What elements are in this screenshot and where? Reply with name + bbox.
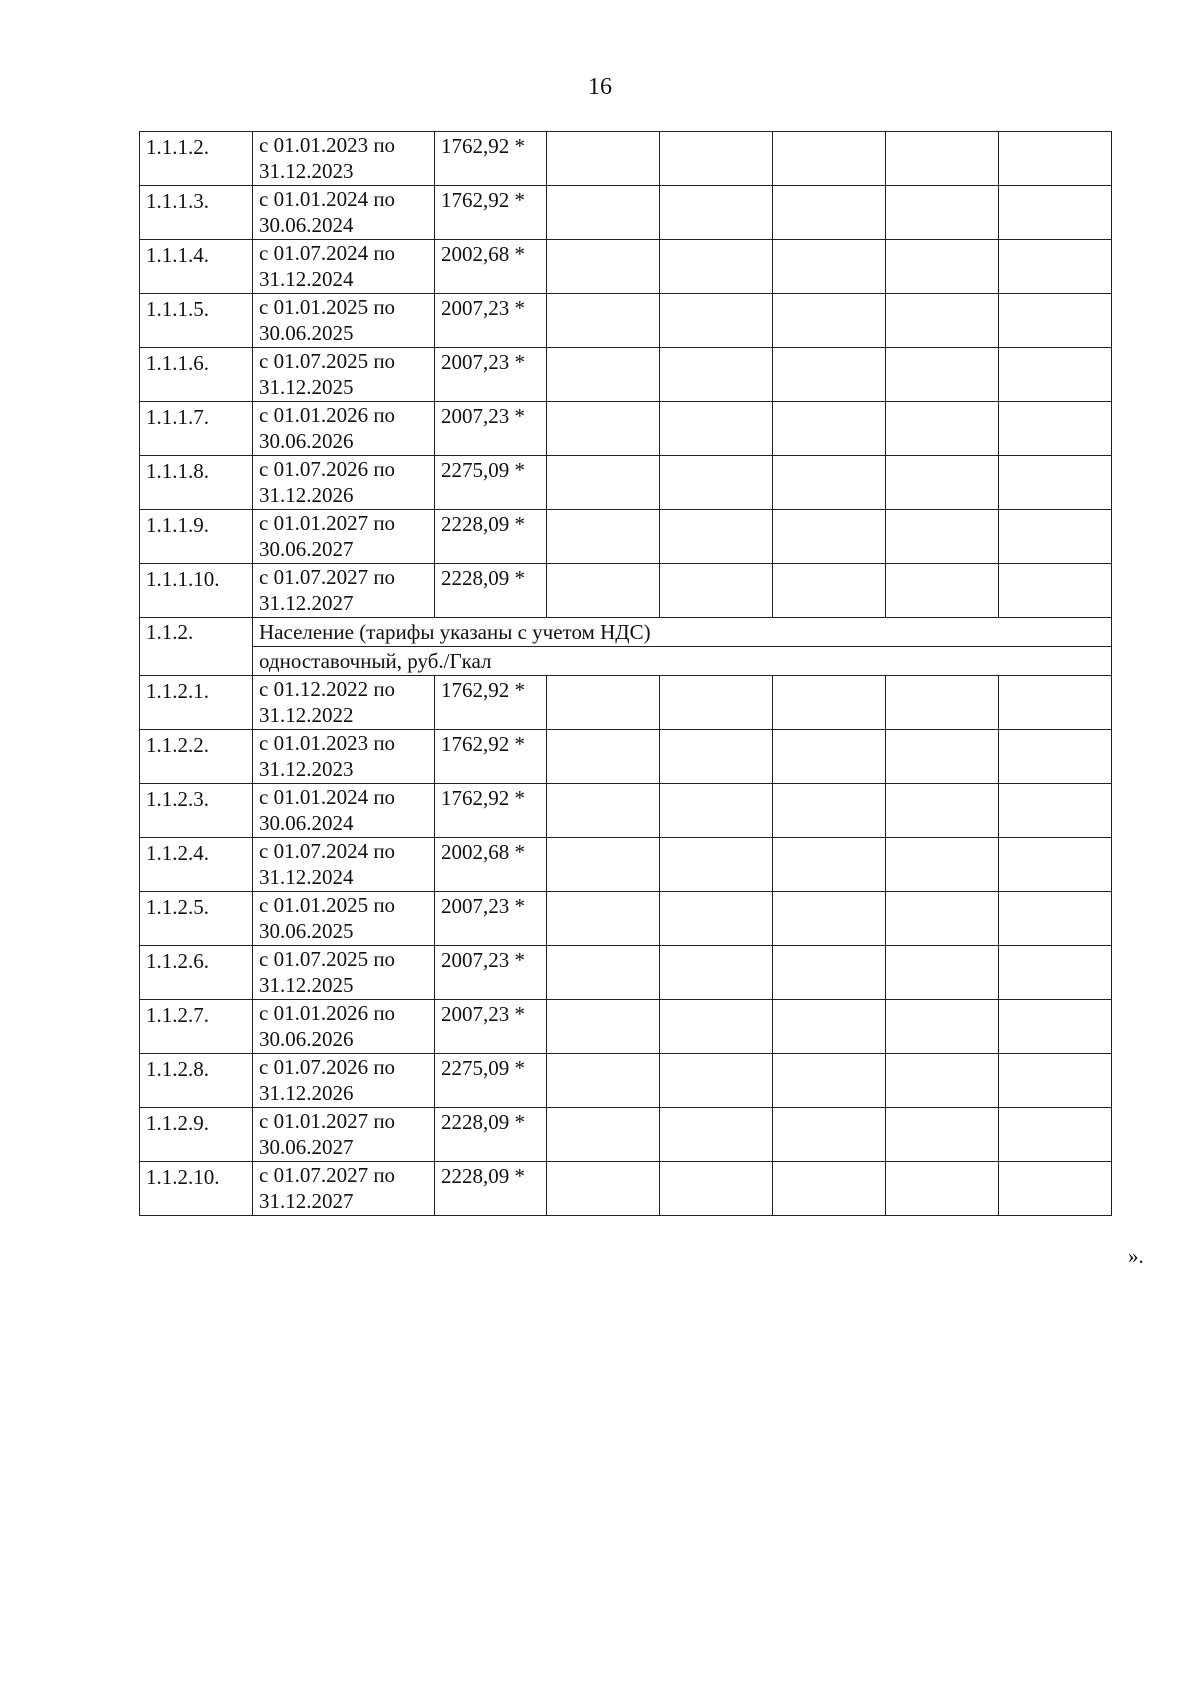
tariff-value: 2228,09 * (435, 510, 547, 564)
period-cell (253, 510, 435, 564)
empty-cell (773, 402, 886, 456)
empty-cell (999, 402, 1112, 456)
tariff-value: 2007,23 * (435, 402, 547, 456)
table-row (140, 402, 1112, 456)
section-subtitle-row (140, 647, 1112, 676)
empty-cell (547, 564, 660, 618)
period-from: с 01.01.2026 по (259, 1001, 396, 1025)
empty-cell (886, 564, 999, 618)
empty-cell (999, 1162, 1112, 1216)
empty-cell (773, 240, 886, 294)
empty-cell (886, 1000, 999, 1054)
empty-cell (999, 294, 1112, 348)
period-cell (253, 892, 435, 946)
empty-cell (999, 730, 1112, 784)
row-number: 1.1.2.4. (140, 838, 253, 892)
row-number: 1.1.1.10. (140, 564, 253, 618)
period-cell (253, 564, 435, 618)
empty-cell (773, 838, 886, 892)
tariff-value: 2007,23 * (435, 1000, 547, 1054)
row-number: 1.1.1.3. (140, 186, 253, 240)
period-from: с 01.07.2027 по (259, 565, 396, 589)
row-number: 1.1.2.8. (140, 1054, 253, 1108)
empty-cell (886, 1054, 999, 1108)
period-from: с 01.07.2026 по (259, 457, 396, 481)
empty-cell (886, 784, 999, 838)
empty-cell (773, 564, 886, 618)
period-cell (253, 456, 435, 510)
section-number: 1.1.2. (140, 618, 253, 676)
empty-cell (660, 240, 773, 294)
period-to: 30.06.2025 (259, 919, 354, 943)
empty-cell (999, 1000, 1112, 1054)
empty-cell (886, 186, 999, 240)
period-from: с 01.01.2023 по (259, 731, 396, 755)
empty-cell (660, 838, 773, 892)
empty-cell (660, 676, 773, 730)
empty-cell (547, 1108, 660, 1162)
empty-cell (773, 1108, 886, 1162)
empty-cell (660, 730, 773, 784)
tariff-value: 2275,09 * (435, 456, 547, 510)
period-cell (253, 676, 435, 730)
row-number: 1.1.1.9. (140, 510, 253, 564)
period-from: с 01.01.2024 по (259, 785, 396, 809)
table-row (140, 564, 1112, 618)
table-section (140, 618, 1112, 676)
tariff-value: 2228,09 * (435, 1162, 547, 1216)
empty-cell (547, 946, 660, 1000)
period-to: 30.06.2027 (259, 537, 354, 561)
period-cell (253, 1162, 435, 1216)
empty-cell (773, 892, 886, 946)
empty-cell (660, 402, 773, 456)
period-to: 30.06.2027 (259, 1135, 354, 1159)
table-row (140, 132, 1112, 186)
period-cell (253, 784, 435, 838)
tariff-value: 2002,68 * (435, 240, 547, 294)
table-row (140, 294, 1112, 348)
period-from: с 01.01.2025 по (259, 893, 396, 917)
empty-cell (660, 132, 773, 186)
empty-cell (886, 730, 999, 784)
tariff-value: 1762,92 * (435, 730, 547, 784)
empty-cell (660, 186, 773, 240)
period-to: 31.12.2023 (259, 757, 354, 781)
empty-cell (773, 186, 886, 240)
table-row (140, 946, 1112, 1000)
tariff-value: 1762,92 * (435, 784, 547, 838)
table-row (140, 456, 1112, 510)
row-number: 1.1.2.1. (140, 676, 253, 730)
table-row (140, 1108, 1112, 1162)
period-cell (253, 730, 435, 784)
period-cell (253, 186, 435, 240)
period-to: 31.12.2022 (259, 703, 354, 727)
empty-cell (660, 784, 773, 838)
period-from: с 01.01.2027 по (259, 1109, 396, 1133)
tariff-value: 2275,09 * (435, 1054, 547, 1108)
empty-cell (660, 946, 773, 1000)
empty-cell (999, 510, 1112, 564)
empty-cell (547, 838, 660, 892)
period-to: 31.12.2026 (259, 483, 354, 507)
empty-cell (886, 456, 999, 510)
empty-cell (773, 1162, 886, 1216)
empty-cell (547, 240, 660, 294)
period-from: с 01.07.2024 по (259, 839, 396, 863)
period-from: с 01.07.2026 по (259, 1055, 396, 1079)
tariff-table (139, 131, 1112, 1216)
row-number: 1.1.1.5. (140, 294, 253, 348)
empty-cell (773, 946, 886, 1000)
empty-cell (547, 348, 660, 402)
empty-cell (547, 892, 660, 946)
empty-cell (547, 1162, 660, 1216)
empty-cell (999, 564, 1112, 618)
empty-cell (886, 892, 999, 946)
tariff-value: 2007,23 * (435, 294, 547, 348)
period-from: с 01.07.2024 по (259, 241, 396, 265)
tariff-value: 1762,92 * (435, 186, 547, 240)
empty-cell (886, 240, 999, 294)
empty-cell (886, 132, 999, 186)
table-row (140, 1000, 1112, 1054)
empty-cell (999, 240, 1112, 294)
empty-cell (547, 676, 660, 730)
period-to: 31.12.2026 (259, 1081, 354, 1105)
empty-cell (660, 1000, 773, 1054)
section-subtitle: одноставочный, руб./Гкал (253, 647, 1112, 676)
table-row (140, 892, 1112, 946)
period-to: 31.12.2023 (259, 159, 354, 183)
period-from: с 01.07.2025 по (259, 947, 396, 971)
row-number: 1.1.1.4. (140, 240, 253, 294)
table-row (140, 1054, 1112, 1108)
empty-cell (999, 1054, 1112, 1108)
empty-cell (886, 348, 999, 402)
empty-cell (773, 730, 886, 784)
tariff-value: 2228,09 * (435, 1108, 547, 1162)
tariff-value: 1762,92 * (435, 676, 547, 730)
period-from: с 01.01.2027 по (259, 511, 396, 535)
empty-cell (773, 294, 886, 348)
empty-cell (660, 456, 773, 510)
empty-cell (547, 784, 660, 838)
empty-cell (999, 456, 1112, 510)
empty-cell (886, 1162, 999, 1216)
row-number: 1.1.1.7. (140, 402, 253, 456)
page-number: 16 (588, 74, 612, 100)
row-number: 1.1.2.10. (140, 1162, 253, 1216)
period-cell (253, 294, 435, 348)
period-from: с 01.07.2025 по (259, 349, 396, 373)
empty-cell (773, 456, 886, 510)
period-cell (253, 946, 435, 1000)
period-to: 30.06.2024 (259, 811, 354, 835)
empty-cell (999, 838, 1112, 892)
period-from: с 01.01.2024 по (259, 187, 396, 211)
empty-cell (773, 1000, 886, 1054)
period-from: с 01.12.2022 по (259, 677, 396, 701)
period-to: 30.06.2024 (259, 213, 354, 237)
closing-quote-mark: ». (1128, 1244, 1144, 1268)
table-row (140, 784, 1112, 838)
empty-cell (886, 946, 999, 1000)
table-row (140, 1162, 1112, 1216)
period-cell (253, 240, 435, 294)
period-to: 30.06.2026 (259, 429, 354, 453)
table-group-1 (140, 132, 1112, 618)
empty-cell (886, 676, 999, 730)
row-number: 1.1.2.3. (140, 784, 253, 838)
tariff-value: 2228,09 * (435, 564, 547, 618)
period-from: с 01.01.2026 по (259, 403, 396, 427)
row-number: 1.1.1.6. (140, 348, 253, 402)
table-row (140, 510, 1112, 564)
row-number: 1.1.2.6. (140, 946, 253, 1000)
tariff-value: 2007,23 * (435, 892, 547, 946)
period-to: 31.12.2024 (259, 267, 354, 291)
empty-cell (999, 186, 1112, 240)
empty-cell (773, 510, 886, 564)
row-number: 1.1.2.7. (140, 1000, 253, 1054)
period-to: 31.12.2027 (259, 1189, 354, 1213)
empty-cell (547, 456, 660, 510)
period-cell (253, 348, 435, 402)
empty-cell (547, 402, 660, 456)
empty-cell (660, 1108, 773, 1162)
empty-cell (886, 838, 999, 892)
row-number: 1.1.1.8. (140, 456, 253, 510)
table-row (140, 186, 1112, 240)
period-to: 31.12.2024 (259, 865, 354, 889)
row-number: 1.1.2.9. (140, 1108, 253, 1162)
empty-cell (547, 132, 660, 186)
period-from: с 01.01.2023 по (259, 133, 396, 157)
row-number: 1.1.2.2. (140, 730, 253, 784)
period-to: 31.12.2025 (259, 375, 354, 399)
empty-cell (773, 676, 886, 730)
empty-cell (547, 510, 660, 564)
table-group-2 (140, 676, 1112, 1216)
empty-cell (547, 294, 660, 348)
empty-cell (547, 730, 660, 784)
table-row (140, 838, 1112, 892)
period-to: 30.06.2026 (259, 1027, 354, 1051)
period-cell (253, 402, 435, 456)
empty-cell (886, 294, 999, 348)
empty-cell (660, 348, 773, 402)
period-from: с 01.01.2025 по (259, 295, 396, 319)
empty-cell (660, 892, 773, 946)
table-row (140, 730, 1112, 784)
period-to: 30.06.2025 (259, 321, 354, 345)
empty-cell (660, 1162, 773, 1216)
tariff-value: 2002,68 * (435, 838, 547, 892)
empty-cell (999, 1108, 1112, 1162)
empty-cell (999, 784, 1112, 838)
table-row (140, 240, 1112, 294)
empty-cell (773, 132, 886, 186)
period-from: с 01.07.2027 по (259, 1163, 396, 1187)
table-row (140, 348, 1112, 402)
tariff-value: 2007,23 * (435, 946, 547, 1000)
empty-cell (886, 402, 999, 456)
period-cell (253, 1000, 435, 1054)
period-cell (253, 1108, 435, 1162)
section-row (140, 618, 1112, 647)
empty-cell (660, 294, 773, 348)
empty-cell (773, 784, 886, 838)
section-title: Население (тарифы указаны с учетом НДС) (253, 618, 1112, 647)
empty-cell (886, 510, 999, 564)
empty-cell (547, 186, 660, 240)
empty-cell (999, 348, 1112, 402)
empty-cell (999, 676, 1112, 730)
empty-cell (886, 1108, 999, 1162)
empty-cell (660, 510, 773, 564)
period-cell (253, 132, 435, 186)
empty-cell (547, 1054, 660, 1108)
empty-cell (999, 946, 1112, 1000)
row-number: 1.1.1.2. (140, 132, 253, 186)
empty-cell (773, 348, 886, 402)
empty-cell (999, 132, 1112, 186)
tariff-value: 1762,92 * (435, 132, 547, 186)
empty-cell (660, 564, 773, 618)
period-to: 31.12.2025 (259, 973, 354, 997)
period-cell (253, 1054, 435, 1108)
empty-cell (773, 1054, 886, 1108)
period-cell (253, 838, 435, 892)
empty-cell (547, 1000, 660, 1054)
table-row (140, 676, 1112, 730)
tariff-value: 2007,23 * (435, 348, 547, 402)
row-number: 1.1.2.5. (140, 892, 253, 946)
empty-cell (660, 1054, 773, 1108)
empty-cell (999, 892, 1112, 946)
period-to: 31.12.2027 (259, 591, 354, 615)
